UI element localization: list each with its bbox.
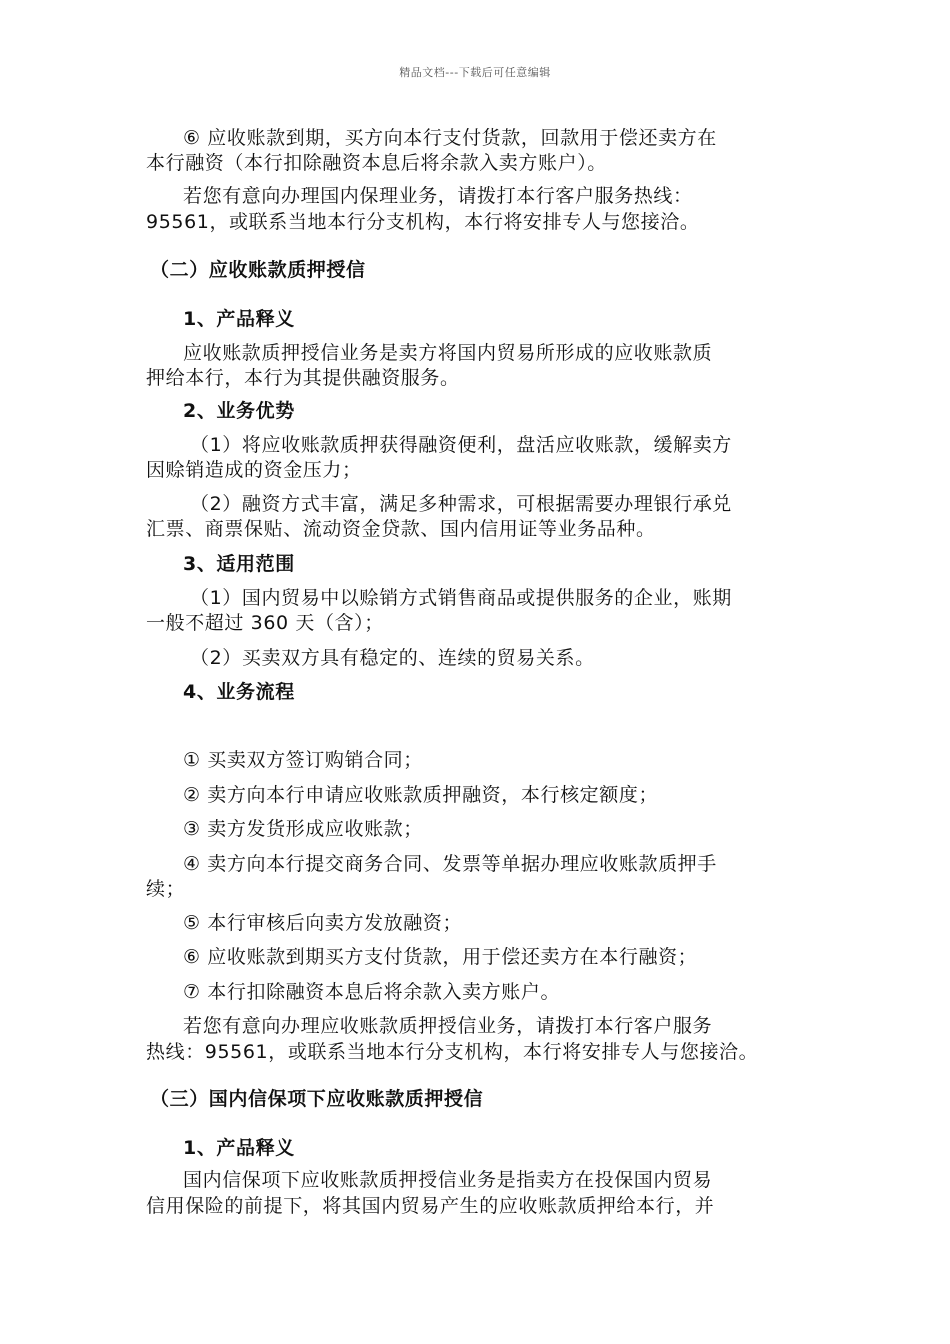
paragraph-line: 信用保险的前提下，将其国内贸易产生的应收账款质押给本行，并 bbox=[146, 1195, 715, 1217]
list-item: ③ 卖方发货形成应收账款； bbox=[183, 818, 423, 840]
list-item: ⑤ 本行审核后向卖方发放融资； bbox=[183, 912, 463, 934]
paragraph-line: 本行融资（本行扣除融资本息后将余款入卖方账户）。 bbox=[146, 152, 607, 174]
paragraph-line: 因赊销造成的资金压力； bbox=[146, 459, 362, 481]
paragraph-line: 押给本行，本行为其提供融资服务。 bbox=[146, 367, 460, 389]
page-header: 精品文档---下载后可任意编辑 bbox=[399, 66, 551, 79]
list-item: ① 买卖双方签订购销合同； bbox=[183, 749, 423, 771]
paragraph-line: 若您有意向办理应收账款质押授信业务，请拨打本行客户服务 bbox=[183, 1015, 713, 1037]
section-heading: （二）应收账款质押授信 bbox=[150, 259, 366, 281]
paragraph-line: 95561，或联系当地本行分支机构，本行将安排专人与您接洽。 bbox=[146, 211, 700, 233]
list-item: ⑦ 本行扣除融资本息后将余款入卖方账户。 bbox=[183, 981, 561, 1003]
list-item: 续； bbox=[146, 878, 186, 900]
paragraph-line: 国内信保项下应收账款质押授信业务是指卖方在投保国内贸易 bbox=[183, 1169, 713, 1191]
subsection-heading: 1、产品释义 bbox=[183, 308, 295, 330]
subsection-heading: 4、业务流程 bbox=[183, 681, 295, 703]
list-item: ④ 卖方向本行提交商务合同、发票等单据办理应收账款质押手 bbox=[183, 853, 717, 875]
subsection-heading: 2、业务优势 bbox=[183, 400, 295, 422]
subsection-heading: 3、适用范围 bbox=[183, 553, 295, 575]
paragraph-line: 一般不超过 360 天（含）； bbox=[146, 612, 384, 634]
paragraph-line: （1）将应收账款质押获得融资便利，盘活应收账款，缓解卖方 bbox=[190, 434, 732, 456]
subsection-heading: 1、产品释义 bbox=[183, 1137, 295, 1159]
paragraph-line: 若您有意向办理国内保理业务，请拨打本行客户服务热线： bbox=[183, 185, 693, 207]
list-item: ⑥ 应收账款到期买方支付货款，用于偿还卖方在本行融资； bbox=[183, 946, 698, 968]
paragraph-line: 热线：95561，或联系当地本行分支机构，本行将安排专人与您接洽。 bbox=[146, 1041, 759, 1063]
section-heading: （三）国内信保项下应收账款质押授信 bbox=[150, 1088, 484, 1110]
paragraph-line: 应收账款质押授信业务是卖方将国内贸易所形成的应收账款质 bbox=[183, 342, 713, 364]
paragraph-line: ⑥ 应收账款到期，买方向本行支付货款，回款用于偿还卖方在 bbox=[183, 127, 717, 149]
paragraph-line: （2）买卖双方具有稳定的、连续的贸易关系。 bbox=[190, 647, 595, 669]
list-item: ② 卖方向本行申请应收账款质押融资，本行核定额度； bbox=[183, 784, 659, 806]
paragraph-line: （1）国内贸易中以赊销方式销售商品或提供服务的企业，账期 bbox=[190, 587, 732, 609]
paragraph-line: 汇票、商票保贴、流动资金贷款、国内信用证等业务品种。 bbox=[146, 518, 656, 540]
paragraph-line: （2）融资方式丰富，满足多种需求，可根据需要办理银行承兑 bbox=[190, 493, 732, 515]
